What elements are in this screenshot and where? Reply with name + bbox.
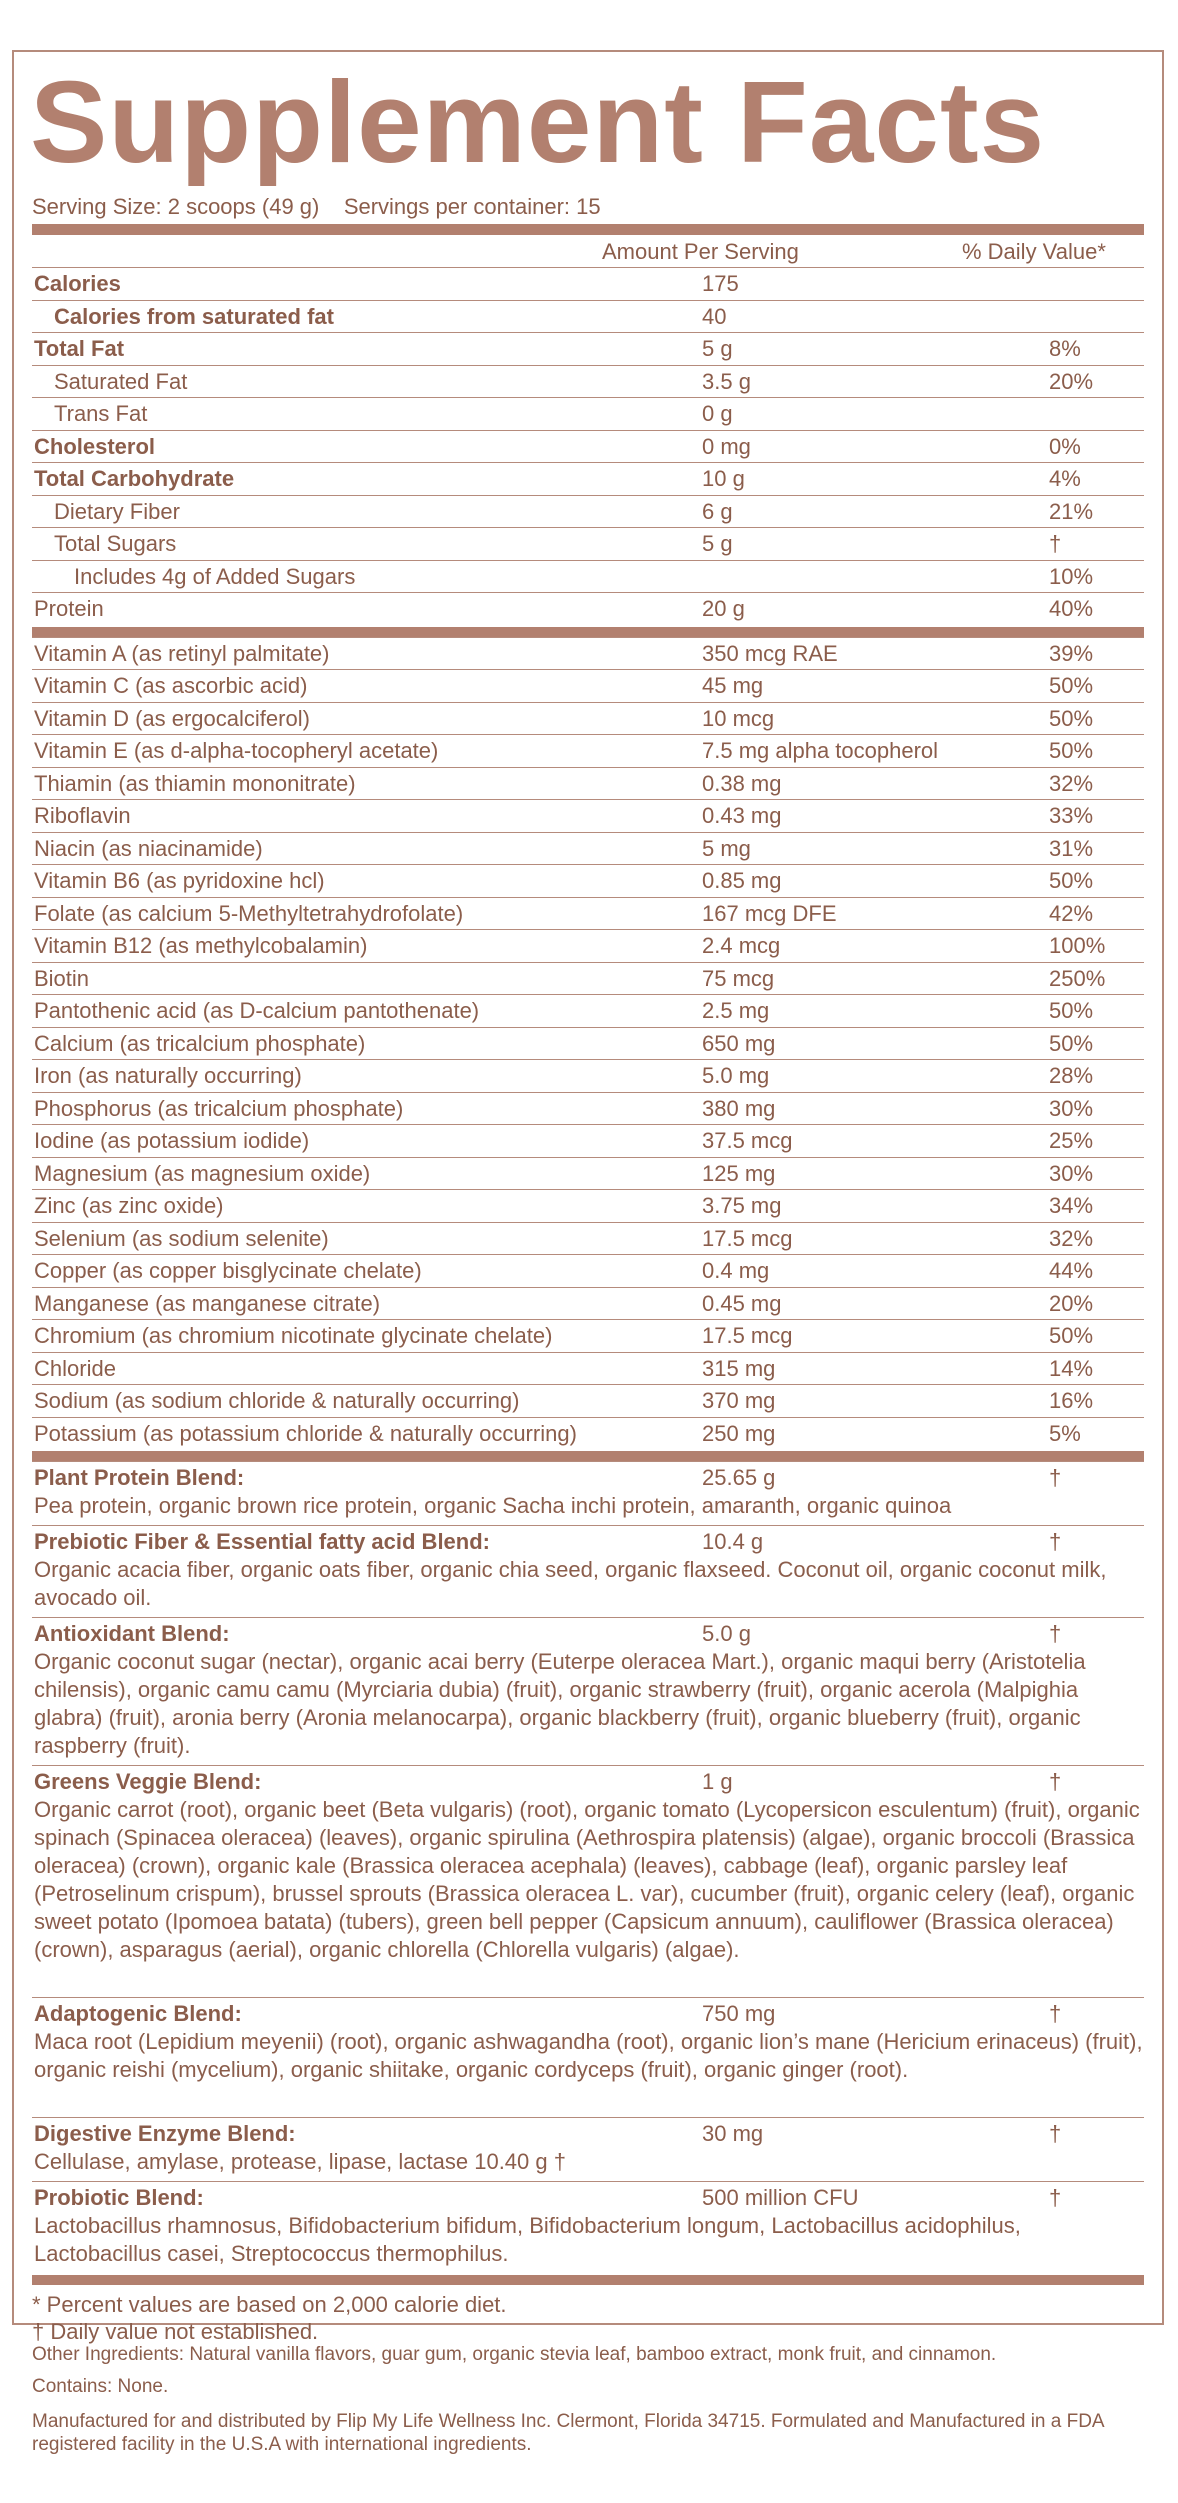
nutrient-name: Protein (34, 596, 104, 621)
vitamin-amount: 315 mg (702, 1355, 776, 1381)
nutrient-amount: 3.5 g (702, 368, 751, 394)
vitamin-daily-value: 100% (1049, 933, 1106, 958)
blend-name: Probiotic Blend: (34, 2185, 204, 2210)
vitamin-daily-value: 28% (1049, 1063, 1094, 1088)
vitamin-amount: 2.5 mg (702, 998, 770, 1023)
blend-block (32, 1997, 1144, 2118)
vitamin-daily-value: 50% (1049, 998, 1094, 1023)
vitamin-amount: 250 mg (702, 1420, 776, 1446)
vitamin-daily-value: 50% (1049, 868, 1094, 893)
vitamin-amount: 0.85 mg (702, 868, 782, 893)
blend-block (32, 1525, 1144, 1618)
nutrient-daily-value: † (1049, 531, 1062, 556)
vitamin-name: Zinc (as zinc oxide) (34, 1193, 224, 1218)
vitamin-name: Calcium (as tricalcium phosphate) (34, 1030, 366, 1056)
vitamin-name: Iron (as naturally occurring) (34, 1063, 302, 1088)
vitamin-row (32, 994, 1144, 1028)
vitamin-row (32, 1189, 1144, 1223)
blend-amount: 10.4 g (702, 1529, 764, 1554)
vitamin-amount: 3.75 mg (702, 1193, 782, 1218)
blend-daily-value: † (1049, 1529, 1062, 1554)
nutrient-amount: 5 g (702, 336, 733, 361)
blend-block (32, 1617, 1144, 1766)
vitamin-daily-value: 34% (1049, 1193, 1094, 1218)
vitamin-amount: 45 mg (702, 673, 764, 698)
other-ingredients: Other Ingredients: Natural vanilla flavors, guar gum, organic stevia leaf, bamboo extract, monk fruit, and cinnamon. (32, 2344, 997, 2365)
blend-ingredients: Maca root (Lepidium meyenii) (root), organic ashwagandha (root), organic lion’s mane (Hericium erinaceus) (fruit), organic reishi (mycelium), organic shiitake, organic cordyceps (fruit), organic ginger (root). (34, 2029, 1143, 2082)
blend-block (32, 1461, 1144, 1526)
blend-daily-value: † (1049, 2121, 1062, 2146)
vitamin-row (32, 897, 1144, 931)
vitamin-daily-value: 31% (1049, 835, 1094, 861)
nutrient-row (32, 560, 1144, 594)
vitamin-amount: 0.4 mg (702, 1258, 770, 1283)
vitamin-daily-value: 50% (1049, 738, 1094, 763)
blend-amount: 500 million CFU (702, 2185, 859, 2210)
vitamin-name: Vitamin B12 (as methylcobalamin) (34, 933, 368, 958)
vitamin-name: Potassium (as potassium chloride & naturally occurring) (34, 1420, 577, 1446)
vitamin-name: Chromium (as chromium nicotinate glycinate chelate) (34, 1323, 553, 1348)
blend-name: Greens Veggie Blend: (34, 1769, 262, 1794)
vitamin-daily-value: 33% (1049, 803, 1094, 828)
footnote-percent: * Percent values are based on 2,000 calorie diet. (32, 2292, 507, 2317)
vitamin-amount: 370 mg (702, 1388, 776, 1413)
nutrient-row (32, 527, 1144, 561)
blend-name: Antioxidant Blend: (34, 1621, 230, 1646)
nutrient-daily-value: 10% (1049, 563, 1094, 589)
vitamin-amount: 17.5 mcg (702, 1225, 793, 1251)
nutrient-amount: 0 mg (702, 433, 751, 459)
column-headers (32, 239, 1144, 267)
blend-daily-value: † (1049, 1769, 1062, 1794)
vitamin-name: Pantothenic acid (as D-calcium pantothenate) (34, 998, 480, 1023)
vitamin-name: Thiamin (as thiamin mononitrate) (34, 770, 356, 796)
vitamin-name: Folate (as calcium 5-Methyltetrahydrofolate) (34, 900, 464, 926)
blend-amount: 1 g (702, 1769, 733, 1794)
nutrient-row (32, 365, 1144, 399)
vitamin-row (32, 702, 1144, 736)
vitamin-daily-value: 16% (1049, 1388, 1094, 1413)
vitamin-daily-value: 50% (1049, 705, 1094, 731)
nutrient-row (32, 332, 1144, 366)
vitamin-daily-value: 25% (1049, 1128, 1094, 1153)
nutrient-name: Total Fat (34, 336, 125, 361)
vitamin-amount: 350 mcg RAE (702, 640, 838, 666)
section-divider-bar (32, 2275, 1144, 2285)
nutrient-name: Cholesterol (34, 433, 156, 459)
nutrient-row (32, 267, 1144, 301)
vitamin-name: Sodium (as sodium chloride & naturally occurring) (34, 1388, 520, 1413)
vitamin-amount: 7.5 mg alpha tocopherol (702, 738, 939, 763)
nutrient-name: Calories (34, 271, 121, 296)
vitamin-row (32, 1384, 1144, 1418)
dv-header: % Daily Value* (962, 239, 1106, 264)
nutrient-row (32, 495, 1144, 529)
vitamin-daily-value: 5% (1049, 1420, 1081, 1446)
vitamin-daily-value: 32% (1049, 1225, 1094, 1251)
blend-daily-value: † (1049, 2185, 1062, 2210)
nutrient-row (32, 462, 1144, 496)
nutrient-amount: 6 g (702, 498, 733, 524)
vitamin-amount: 0.43 mg (702, 803, 782, 828)
blend-ingredients: Lactobacillus rhamnosus, Bifidobacterium bifidum, Bifidobacterium longum, Lactobacillus acidophilus, Lactobacillus casei, Streptococcus thermophilus. (34, 2213, 1021, 2266)
vitamin-row (32, 1092, 1144, 1126)
top-divider-bar (32, 224, 1144, 235)
nutrient-daily-value: 21% (1049, 498, 1094, 524)
nutrient-amount: 20 g (702, 596, 745, 621)
vitamin-row (32, 832, 1144, 866)
vitamin-row (32, 962, 1144, 996)
vitamin-row (32, 1254, 1144, 1288)
vitamin-row (32, 864, 1144, 898)
vitamin-daily-value: 50% (1049, 673, 1094, 698)
nutrient-daily-value: 40% (1049, 596, 1094, 621)
nutrient-amount: 10 g (702, 466, 745, 491)
blend-block (32, 2117, 1144, 2182)
nutrient-daily-value: 8% (1049, 336, 1081, 361)
nutrient-daily-value: 20% (1049, 368, 1094, 394)
vitamin-daily-value: 14% (1049, 1355, 1094, 1381)
footnote-dagger: † Daily value not established. (32, 2319, 319, 2344)
supplement-facts-panel (12, 50, 1164, 2344)
serving-info: Serving Size: 2 scoops (49 g) Servings per container: 15 (32, 194, 601, 219)
vitamin-row (32, 637, 1144, 671)
blend-name: Prebiotic Fiber & Essential fatty acid Blend: (34, 1529, 490, 1554)
vitamin-row (32, 669, 1144, 703)
vitamin-row (32, 1417, 1144, 1451)
nutrient-daily-value: 4% (1049, 466, 1081, 491)
blend-amount: 5.0 g (702, 1621, 751, 1646)
vitamin-amount: 37.5 mcg (702, 1128, 793, 1153)
vitamin-amount: 650 mg (702, 1030, 776, 1056)
nutrient-row (32, 300, 1144, 334)
section-divider-bar (32, 627, 1144, 637)
blend-amount: 30 mg (702, 2121, 764, 2146)
vitamin-amount: 5.0 mg (702, 1063, 770, 1088)
panel-title: Supplement Facts (30, 57, 1046, 187)
nutrient-name: Includes 4g of Added Sugars (74, 563, 356, 589)
vitamin-amount: 380 mg (702, 1095, 776, 1121)
nutrient-amount: 5 g (702, 531, 733, 556)
vitamin-amount: 75 mcg (702, 965, 775, 991)
vitamin-daily-value: 30% (1049, 1160, 1094, 1186)
manufacturer-statement: Manufactured for and distributed by Flip My Life Wellness Inc. Clermont, Florida 34715. Formulated and Manufactured in a FDA registered facility in the U.S.A with international ingredients. (32, 2411, 1104, 2455)
vitamin-daily-value: 42% (1049, 900, 1094, 926)
vitamin-name: Phosphorus (as tricalcium phosphate) (34, 1095, 404, 1121)
vitamin-row (32, 799, 1144, 833)
vitamin-daily-value: 32% (1049, 770, 1094, 796)
blend-daily-value: † (1049, 1465, 1062, 1490)
vitamin-name: Vitamin B6 (as pyridoxine hcl) (34, 868, 325, 893)
blend-block (32, 2181, 1144, 2274)
blend-amount: 750 mg (702, 2001, 776, 2026)
nutrient-row (32, 430, 1144, 464)
vitamin-row (32, 929, 1144, 963)
vitamin-amount: 2.4 mcg (702, 933, 781, 958)
blend-name: Adaptogenic Blend: (34, 2001, 242, 2026)
vitamin-name: Magnesium (as magnesium oxide) (34, 1160, 371, 1186)
vitamin-name: Riboflavin (34, 803, 131, 828)
nutrient-name: Trans Fat (54, 401, 148, 426)
vitamin-amount: 0.38 mg (702, 770, 782, 796)
nutrient-name: Calories from saturated fat (54, 303, 334, 329)
vitamin-daily-value: 50% (1049, 1030, 1094, 1056)
vitamin-amount: 10 mcg (702, 705, 775, 731)
blend-name: Plant Protein Blend: (34, 1465, 245, 1490)
vitamin-row (32, 767, 1144, 801)
vitamin-daily-value: 39% (1049, 640, 1094, 666)
nutrient-name: Dietary Fiber (54, 498, 180, 524)
amount-header: Amount Per Serving (602, 239, 799, 264)
vitamin-name: Chloride (34, 1355, 116, 1381)
nutrient-name: Total Carbohydrate (34, 466, 235, 491)
vitamin-row (32, 1124, 1144, 1158)
vitamin-amount: 17.5 mcg (702, 1323, 793, 1348)
vitamin-name: Copper (as copper bisglycinate chelate) (34, 1258, 422, 1283)
blend-ingredients: Organic coconut sugar (nectar), organic acai berry (Euterpe oleracea Mart.), organic maqui berry (Aristotelia chilensis), organic camu camu (Myrciaria dubia) (fruit), organic strawberry (fruit), organic acerola (Malpighia glabra) (fruit), aronia berry (Aronia melanocarpa), organic blackberry (fruit), organic blueberry (fruit), organic raspberry (fruit). (34, 1649, 1086, 1758)
nutrient-name: Total Sugars (54, 531, 177, 556)
nutrient-amount: 0 g (702, 401, 733, 426)
vitamin-name: Biotin (34, 965, 90, 991)
vitamin-amount: 167 mcg DFE (702, 900, 837, 926)
vitamin-daily-value: 20% (1049, 1290, 1094, 1316)
blend-block (32, 1765, 1144, 1998)
blend-daily-value: † (1049, 2001, 1062, 2026)
blend-ingredients: Cellulase, amylase, protease, lipase, lactase 10.40 g † (34, 2149, 566, 2174)
vitamin-name: Vitamin C (as ascorbic acid) (34, 673, 308, 698)
vitamin-row (32, 1319, 1144, 1353)
vitamin-name: Manganese (as manganese citrate) (34, 1290, 381, 1316)
blend-ingredients: Organic carrot (root), organic beet (Beta vulgaris) (root), organic tomato (Lycopersicon esculentum) (fruit), organic spinach (Spinacea oleracea) (leaves), organic spirulina (Aethrospira platensis) (algae), organic broccoli (Brassica oleracea) (crown), organic kale (Brassica oleracea acephala) (leaves), cabbage (leaf), organic parsley leaf (Petroselinum crispum), brussel sprouts (Brassica oleracea L. var), cucumber (fruit), organic celery (leaf), organic sweet potato (Ipomoea batata) (tubers), green bell pepper (Capsicum annuum), cauliflower (Brassica oleracea) (crown), asparagus (aerial), organic chlorella (Chlorella vulgaris) (algae). (34, 1797, 1140, 1962)
blend-name: Digestive Enzyme Blend: (34, 2121, 296, 2146)
vitamin-row (32, 1027, 1144, 1061)
vitamin-daily-value: 50% (1049, 1323, 1094, 1348)
vitamin-row (32, 1352, 1144, 1386)
vitamin-row (32, 1157, 1144, 1191)
contains-statement: Contains: None. (32, 2376, 169, 2397)
vitamin-amount: 5 mg (702, 835, 751, 861)
vitamin-name: Vitamin D (as ergocalciferol) (34, 705, 310, 731)
vitamin-row (32, 1287, 1144, 1321)
vitamin-row (32, 1222, 1144, 1256)
blend-amount: 25.65 g (702, 1465, 776, 1490)
vitamin-amount: 0.45 mg (702, 1290, 782, 1316)
vitamin-name: Selenium (as sodium selenite) (34, 1225, 329, 1251)
vitamin-name: Niacin (as niacinamide) (34, 835, 263, 861)
vitamin-daily-value: 44% (1049, 1258, 1094, 1283)
vitamin-daily-value: 30% (1049, 1095, 1094, 1121)
nutrient-row (32, 592, 1144, 626)
blend-ingredients: Pea protein, organic brown rice protein, organic Sacha inchi protein, amaranth, organic quinoa (34, 1493, 952, 1518)
nutrient-amount: 175 (702, 271, 739, 296)
vitamin-row (32, 1059, 1144, 1093)
nutrient-name: Saturated Fat (54, 368, 188, 394)
vitamin-name: Vitamin E (as d-alpha-tocopheryl acetate) (34, 738, 439, 763)
nutrient-daily-value: 0% (1049, 433, 1081, 459)
vitamin-row (32, 734, 1144, 768)
vitamin-name: Vitamin A (as retinyl palmitate) (34, 640, 330, 666)
section-divider-bar (32, 1451, 1144, 1461)
vitamin-daily-value: 250% (1049, 965, 1106, 991)
blend-daily-value: † (1049, 1621, 1062, 1646)
nutrient-amount: 40 (702, 303, 727, 329)
vitamin-amount: 125 mg (702, 1160, 776, 1186)
blend-ingredients: Organic acacia fiber, organic oats fiber, organic chia seed, organic flaxseed. Coconut oil, organic coconut milk, avocado oil. (34, 1557, 1107, 1610)
vitamin-name: Iodine (as potassium iodide) (34, 1128, 310, 1153)
nutrient-row (32, 397, 1144, 431)
